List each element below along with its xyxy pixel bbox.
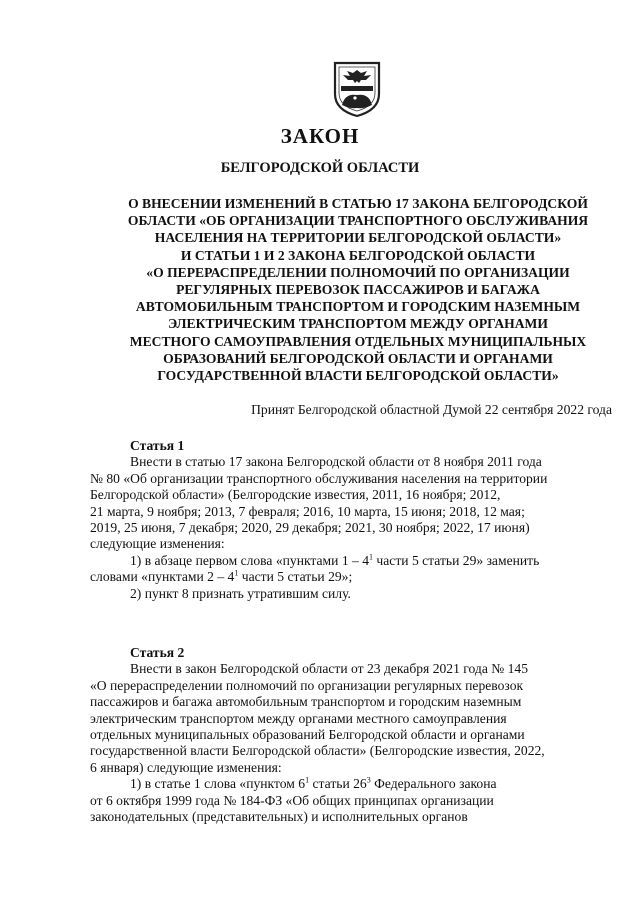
article-2-line: 6 января) следующие изменения: bbox=[90, 759, 282, 775]
heading-line: И СТАТЬИ 1 И 2 ЗАКОНА БЕЛГОРОДСКОЙ ОБЛАСТИ bbox=[180, 247, 536, 263]
article-1-line: Внести в статью 17 закона Белгородской области от 8 ноября 2011 года bbox=[130, 454, 542, 470]
article-2 bbox=[90, 645, 616, 825]
heading-line: ОБЛАСТИ «ОБ ОРГАНИЗАЦИИ ТРАНСПОРТНОГО ОБСЛУЖИВАНИЯ bbox=[127, 213, 589, 229]
superscript: 1 bbox=[369, 552, 374, 562]
article-2-line: от 6 октября 1999 года № 184-ФЗ «Об общих принципах организации bbox=[90, 792, 494, 808]
heading-line: «О ПЕРЕРАСПРЕДЕЛЕНИИ ПОЛНОМОЧИЙ ПО ОРГАНИЗАЦИИ bbox=[146, 264, 570, 280]
text-run: части 5 статьи 29»; bbox=[238, 569, 353, 585]
superscript: 3 bbox=[366, 775, 371, 785]
superscript: 1 bbox=[234, 568, 239, 578]
article-1-title: Статья 1 bbox=[130, 438, 185, 453]
text-run: Федерального закона bbox=[370, 776, 497, 792]
article-2-line: пассажиров и багажа автомобильным транспортом и городским наземным bbox=[90, 694, 522, 710]
text-run: 1) в абзаце первом слова «пунктами 1 – 4 bbox=[130, 552, 370, 568]
superscript: 1 bbox=[305, 775, 310, 785]
text-run: 1) в статье 1 слова «пунктом 6 bbox=[130, 776, 306, 792]
text-run: части 5 статьи 29» заменить bbox=[373, 552, 540, 568]
article-1-line: 2019, 25 июня, 7 декабря; 2020, 29 декабря; 2021, 30 ноября; 2022, 17 июня) bbox=[90, 520, 530, 536]
article-2-line: «О перераспределении полномочий по организации регулярных перевозок bbox=[90, 677, 524, 693]
article-1-item-1 bbox=[90, 553, 616, 569]
article-1-line: 21 марта, 9 ноября; 2013, 7 февраля; 2016, 10 марта, 15 июня; 2018, 12 мая; bbox=[90, 503, 525, 519]
text-run: статьи 26 bbox=[309, 776, 367, 792]
article-2-line: государственной власти Белгородской области» (Белгородские известия, 2022, bbox=[90, 743, 545, 759]
article-2-item-1 bbox=[90, 776, 616, 792]
heading-line: ЭЛЕКТРИЧЕСКИМ ТРАНСПОРТОМ МЕЖДУ ОРГАНАМИ bbox=[168, 316, 548, 332]
article-1-line: Белгородской области» (Белгородские известия, 2011, 16 ноября; 2012, bbox=[90, 487, 501, 503]
article-2-line: законодательных (представительных) и исполнительных органов bbox=[90, 809, 468, 825]
coat-of-arms-icon bbox=[331, 60, 383, 118]
region-title: БЕЛГОРОДСКОЙ ОБЛАСТИ bbox=[220, 160, 420, 176]
heading-line: НАСЕЛЕНИЯ НА ТЕРРИТОРИИ БЕЛГОРОДСКОЙ ОБЛАСТИ» bbox=[154, 230, 562, 246]
heading-line: ГОСУДАРСТВЕННОЙ ВЛАСТИ БЕЛГОРОДСКОЙ ОБЛАСТИ» bbox=[157, 368, 559, 384]
article-1-item-2: 2) пункт 8 признать утратившим силу. bbox=[130, 585, 351, 601]
heading-line: АВТОМОБИЛЬНЫМ ТРАНСПОРТОМ И ГОРОДСКИМ НАЗЕМНЫМ bbox=[135, 299, 581, 315]
heading-line: ОБРАЗОВАНИЙ БЕЛГОРОДСКОЙ ОБЛАСТИ И ОРГАНАМИ bbox=[163, 350, 553, 366]
text-run: словами «пунктами 2 – 4 bbox=[90, 569, 235, 585]
article-2-line: Внести в закон Белгородской области от 23 декабря 2021 года № 145 bbox=[130, 661, 529, 677]
law-heading bbox=[88, 195, 628, 384]
law-title: ЗАКОН bbox=[280, 124, 360, 148]
article-2-line: отдельных муниципальных образований Белгородской области и органами bbox=[90, 727, 525, 743]
article-1 bbox=[90, 438, 616, 602]
article-1-line: следующие изменения: bbox=[90, 536, 225, 552]
adoption-note: Принят Белгородской областной Думой 22 сентября 2022 года bbox=[251, 402, 612, 417]
heading-line: РЕГУЛЯРНЫХ ПЕРЕВОЗОК ПАССАЖИРОВ И БАГАЖА bbox=[176, 282, 540, 298]
article-2-line: электрическим транспортом между органами местного самоуправления bbox=[90, 710, 507, 726]
heading-line: МЕСТНОГО САМОУПРАВЛЕНИЯ ОТДЕЛЬНЫХ МУНИЦИПАЛЬНЫХ bbox=[129, 333, 587, 349]
heading-line: О ВНЕСЕНИИ ИЗМЕНЕНИЙ В СТАТЬЮ 17 ЗАКОНА БЕЛГОРОДСКОЙ bbox=[128, 196, 588, 211]
article-2-title: Статья 2 bbox=[130, 645, 185, 660]
article-1-line: № 80 «Об организации транспортного обслуживания населения на территории bbox=[90, 470, 548, 486]
article-1-item-1-cont bbox=[90, 569, 616, 585]
